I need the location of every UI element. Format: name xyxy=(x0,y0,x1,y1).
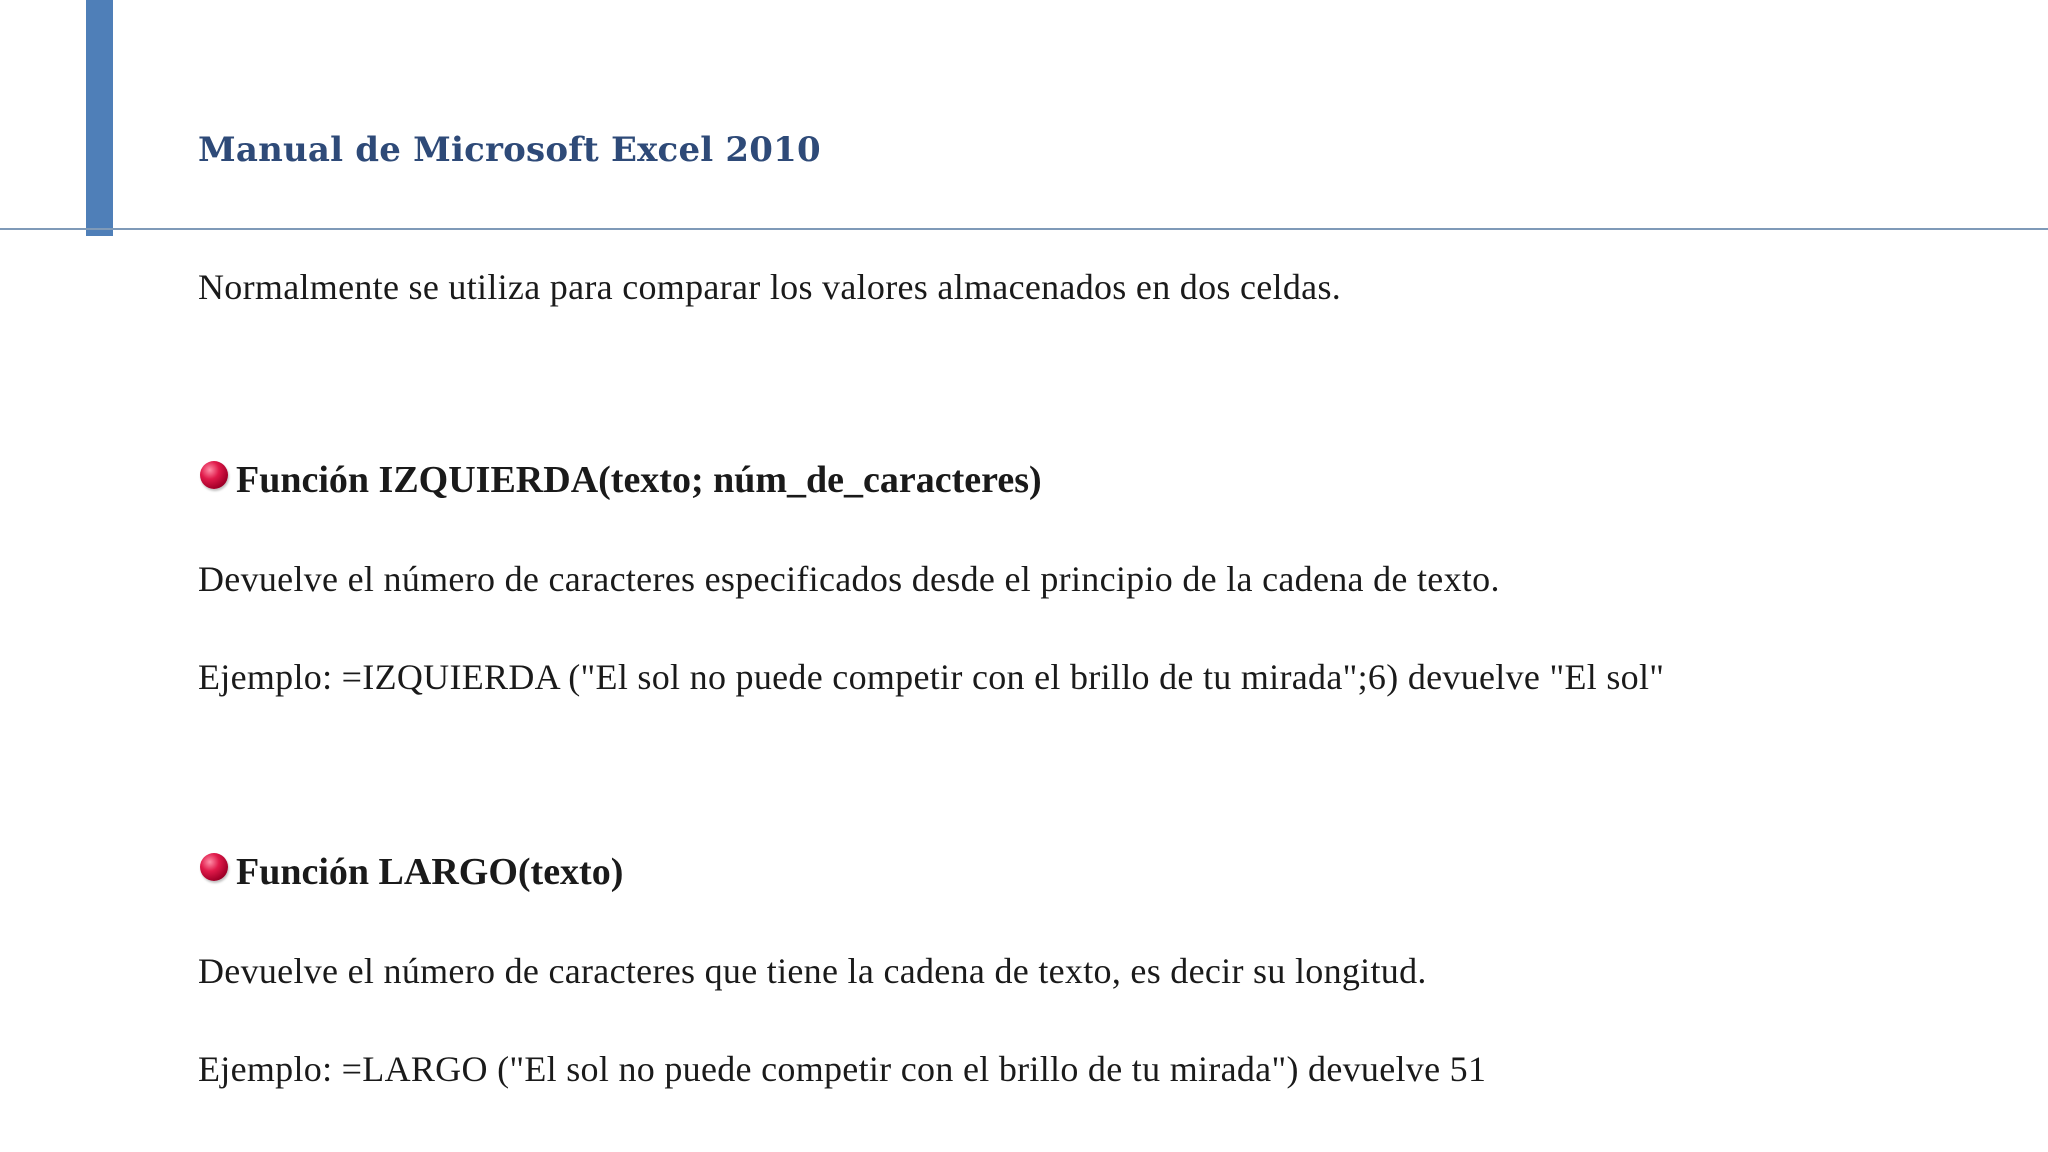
document-header-title: Manual de Microsoft Excel 2010 xyxy=(198,130,821,170)
red-sphere-bullet-icon xyxy=(200,461,228,489)
section-heading-largo xyxy=(200,850,623,894)
header-divider xyxy=(0,228,2048,230)
section-example-largo: Ejemplo: =LARGO ("El sol no puede competir con el brillo de tu mirada") devuelve 51 xyxy=(198,1049,1487,1089)
intro-paragraph: Normalmente se utiliza para comparar los valores almacenados en dos celdas. xyxy=(198,267,1342,307)
section-heading-text: Función IZQUIERDA(texto; núm_de_caracteres) xyxy=(236,459,1042,501)
section-heading-izquierda xyxy=(200,458,1042,502)
section-example-izquierda: Ejemplo: =IZQUIERDA ("El sol no puede competir con el brillo de tu mirada";6) devuelve "El sol" xyxy=(198,657,1665,697)
section-description-largo: Devuelve el número de caracteres que tiene la cadena de texto, es decir su longitud. xyxy=(198,951,1427,991)
red-sphere-bullet-icon xyxy=(200,853,228,881)
section-heading-text: Función LARGO(texto) xyxy=(236,851,624,893)
header-side-bar xyxy=(86,0,113,236)
section-description-izquierda: Devuelve el número de caracteres especificados desde el principio de la cadena de texto. xyxy=(198,559,1500,599)
